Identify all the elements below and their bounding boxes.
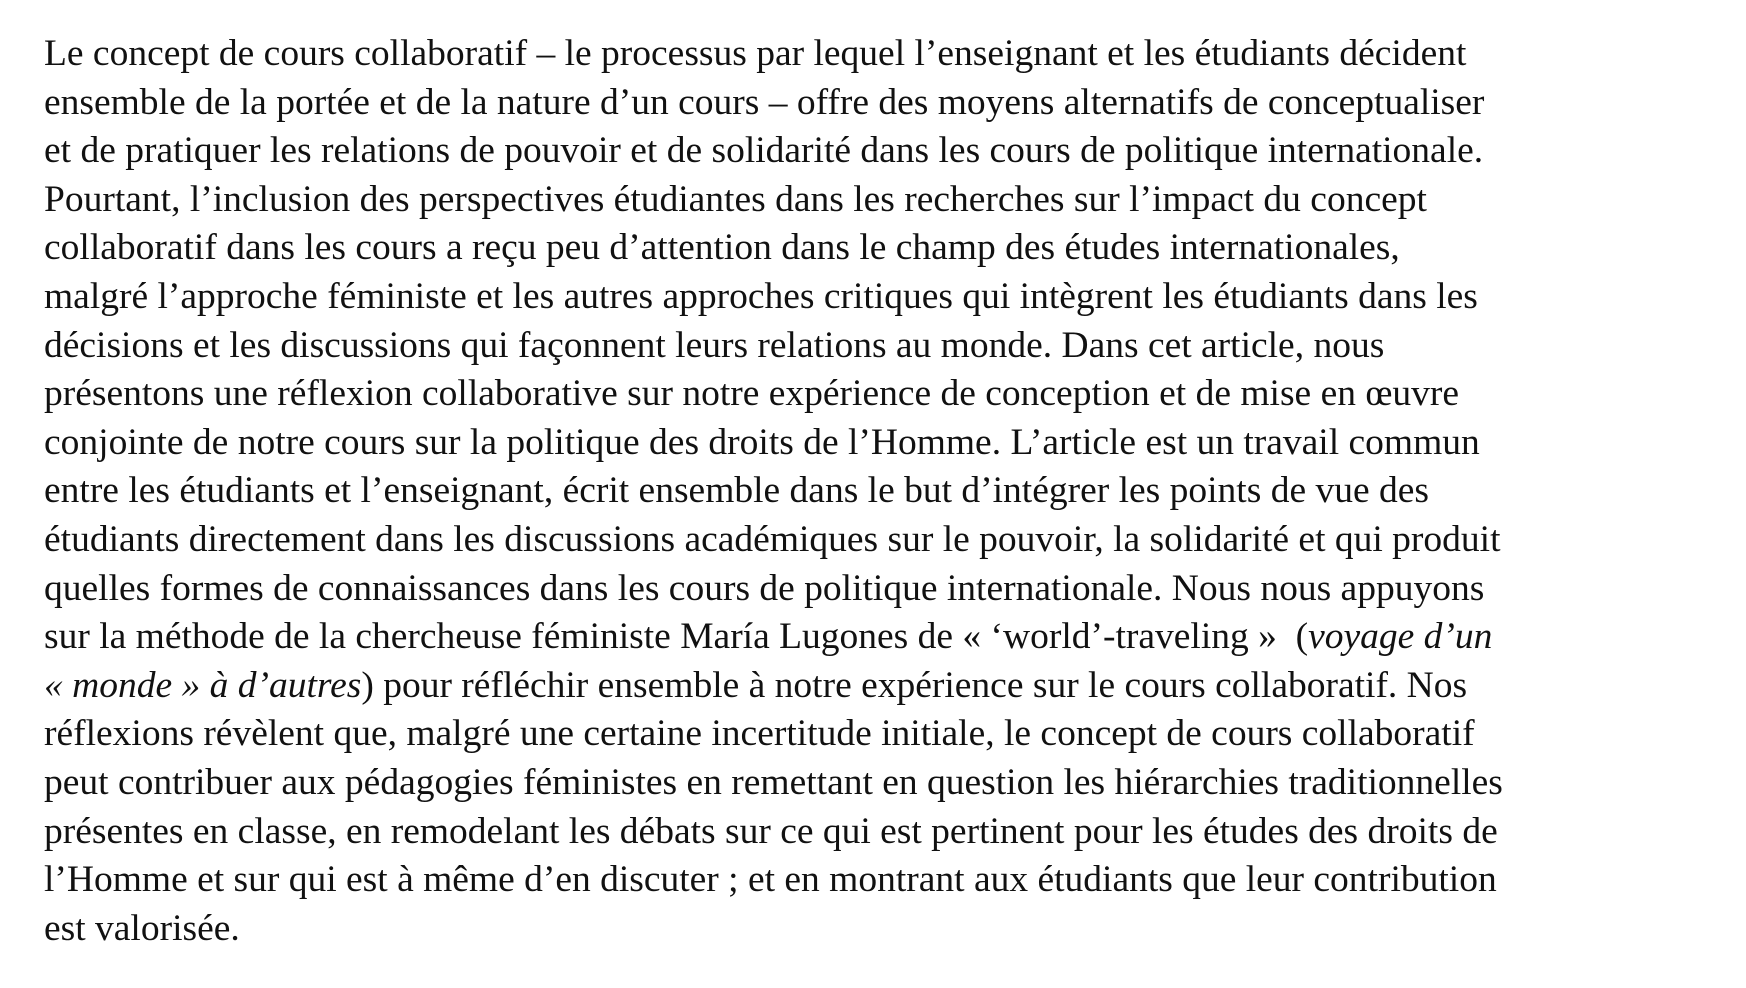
text-line: conjointe de notre cours sur la politique des droits de l’Homme. L’article est un travail commun bbox=[44, 421, 1480, 463]
text-line: décisions et les discussions qui façonnent leurs relations au monde. Dans cet article, nous bbox=[44, 324, 1385, 366]
text-line: est valorisée. bbox=[44, 907, 240, 949]
text-line bbox=[44, 662, 1734, 711]
text-line: présentes en classe, en remodelant les débats sur ce qui est pertinent pour les études des droits de bbox=[44, 810, 1498, 852]
italic-segment: « monde » à d’autres bbox=[44, 664, 362, 706]
text-line: malgré l’approche féministe et les autres approches critiques qui intègrent les étudiants dans les bbox=[44, 275, 1478, 317]
text-line: et de pratiquer les relations de pouvoir et de solidarité dans les cours de politique internationale. bbox=[44, 130, 1484, 172]
text-line: présentons une réflexion collaborative sur notre expérience de conception et de mise en œuvre bbox=[44, 373, 1460, 415]
text-line: entre les étudiants et l’enseignant, écrit ensemble dans le but d’intégrer les points de vue des bbox=[44, 470, 1429, 512]
text-line: Le concept de cours collaboratif – le processus par lequel l’enseignant et les étudiants décident bbox=[44, 33, 1467, 74]
text-line bbox=[44, 613, 1734, 662]
abstract-paragraph bbox=[44, 30, 1734, 953]
text-line: étudiants directement dans les discussions académiques sur le pouvoir, la solidarité et qui produit bbox=[44, 518, 1501, 560]
text-segment: sur la méthode de la chercheuse féministe María Lugones de « ‘world’-traveling » ( bbox=[44, 616, 1309, 658]
text-line: quelles formes de connaissances dans les cours de politique internationale. Nous nous appuyons bbox=[44, 567, 1485, 609]
italic-segment: voyage d’un bbox=[1308, 616, 1493, 658]
text-line: collaboratif dans les cours a reçu peu d’attention dans le champ des études internationales, bbox=[44, 227, 1400, 269]
text-segment: ) pour réfléchir ensemble à notre expérience sur le cours collaboratif. Nos bbox=[361, 664, 1468, 706]
text-line: l’Homme et sur qui est à même d’en discuter ; et en montrant aux étudiants que leur contribution bbox=[44, 859, 1497, 901]
text-line: ensemble de la portée et de la nature d’un cours – offre des moyens alternatifs de conceptualiser bbox=[44, 81, 1485, 123]
text-line: peut contribuer aux pédagogies féministes en remettant en question les hiérarchies traditionnelles bbox=[44, 761, 1503, 803]
text-line: Pourtant, l’inclusion des perspectives étudiantes dans les recherches sur l’impact du concept bbox=[44, 178, 1427, 220]
text-line: réflexions révèlent que, malgré une certaine incertitude initiale, le concept de cours collaboratif bbox=[44, 713, 1475, 755]
